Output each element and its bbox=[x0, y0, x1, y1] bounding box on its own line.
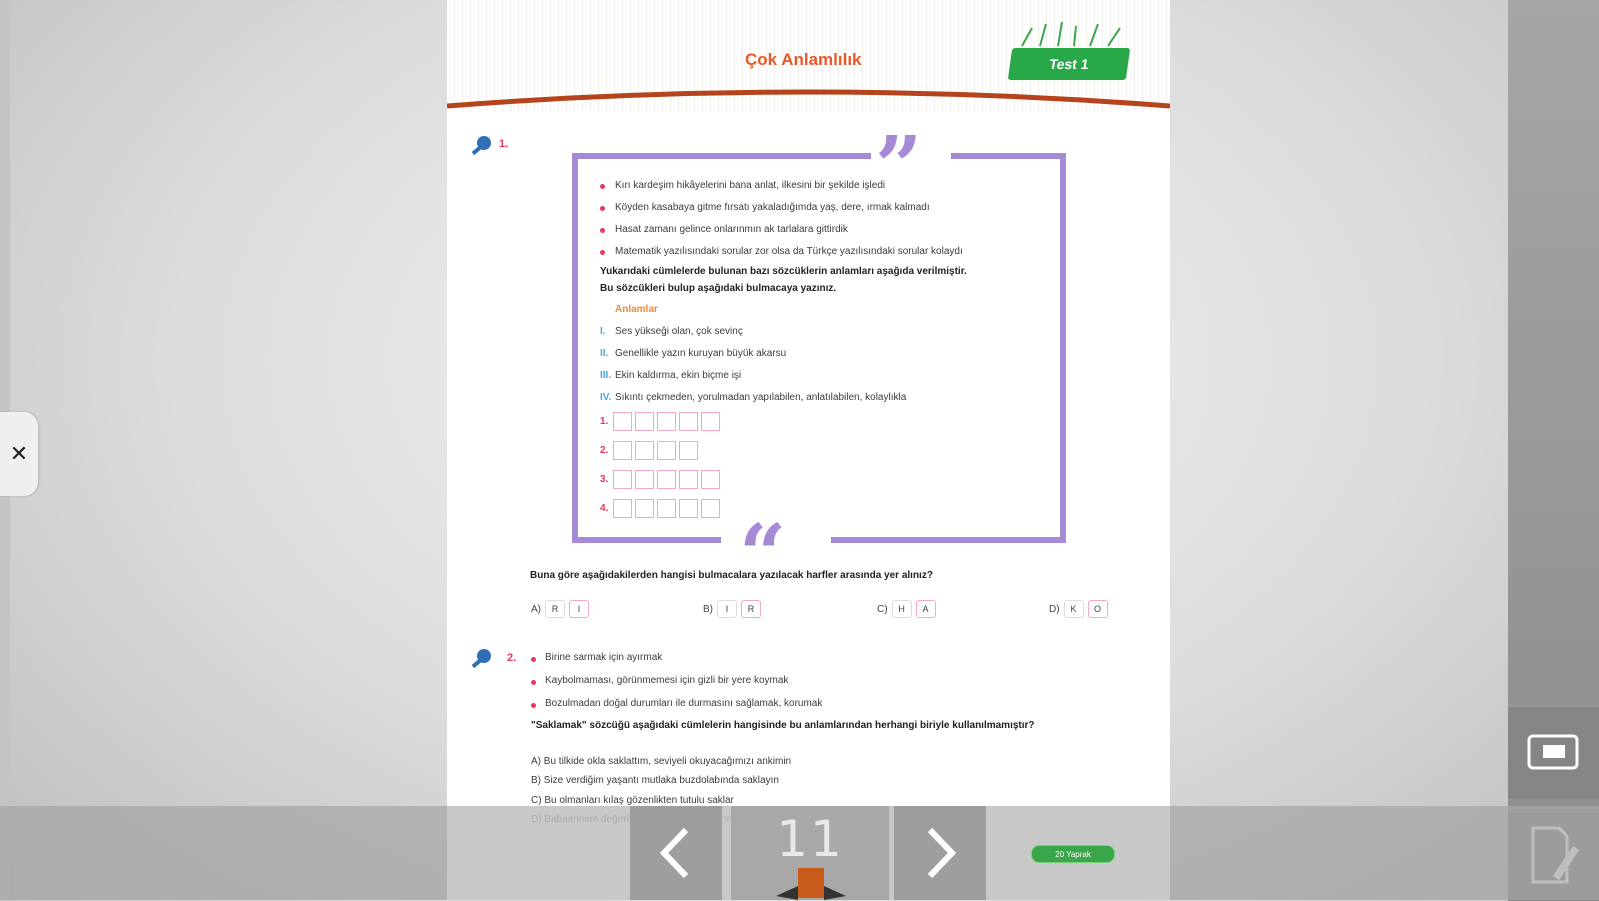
opening-quote-mark: “ bbox=[739, 507, 787, 603]
closing-quote-mark: ” bbox=[875, 119, 923, 215]
puzzle-row[interactable] bbox=[613, 499, 720, 518]
meaning-text: Genellikle yazın kuruyan büyük akarsu bbox=[615, 348, 787, 359]
question-number: 1. bbox=[499, 138, 509, 150]
meaning-number: II. bbox=[600, 348, 609, 359]
podium-icon bbox=[776, 866, 846, 900]
meaning-number: III. bbox=[600, 370, 612, 381]
bullet bbox=[600, 250, 605, 255]
presentation-icon bbox=[1527, 732, 1581, 774]
puzzle-row-number: 1. bbox=[600, 416, 609, 427]
puzzle-row-number: 4. bbox=[600, 503, 609, 514]
test-badge: Test 1 bbox=[1008, 48, 1130, 80]
answer-option[interactable]: C) Bu olmanları kılaş gözenlikten tutulu saklar bbox=[531, 795, 734, 806]
meaning-number: IV. bbox=[600, 392, 612, 403]
puzzle-row[interactable] bbox=[613, 441, 698, 460]
bullet bbox=[531, 680, 536, 685]
meaning-number: I. bbox=[600, 326, 606, 337]
instruction: Yukarıdaki cümlelerde bulunan bazı sözcüklerin anlamları aşağıda verilmiştir. bbox=[600, 266, 967, 277]
meaning-text: Ses yükseği olan, çok sevinç bbox=[615, 326, 743, 337]
chevron-left-icon bbox=[656, 826, 696, 880]
page-title: Çok Anlamlılık bbox=[745, 50, 862, 69]
question-text: Buna göre aşağıdakilerden hangisi bulmacalara yazılacak harfler arasında yer alınız? bbox=[530, 570, 933, 581]
page-count-pill[interactable]: 20 Yaprak bbox=[1031, 845, 1115, 863]
answer-option[interactable]: B) I R bbox=[703, 600, 761, 618]
question-text: "Saklamak" sözcüğü aşağıdaki cümlelerin hangisinde bu anlamlarından herhangi biriyle kullanılmamıştır? bbox=[531, 720, 1035, 731]
puzzle-row-number: 2. bbox=[600, 445, 609, 456]
sentence: Kırı kardeşim hikâyelerini bana anlat, ilkesini bir şekilde işledi bbox=[615, 180, 886, 191]
sidebar-toggle-button[interactable] bbox=[0, 412, 38, 496]
answer-option[interactable]: A) R I bbox=[531, 600, 589, 618]
magnifier-icon bbox=[469, 646, 495, 672]
answer-option[interactable]: D) K O bbox=[1049, 600, 1108, 618]
meanings-heading: Anlamlar bbox=[615, 304, 658, 315]
magnifier-icon bbox=[469, 133, 495, 159]
badge-decoration bbox=[1012, 18, 1132, 50]
page-number: 11 bbox=[776, 810, 844, 868]
bullet bbox=[600, 228, 605, 233]
meaning-text: Sıkıntı çekmeden, yorulmadan yapılabilen, anlatılabilen, kolaylıkla bbox=[615, 392, 907, 403]
book-page bbox=[447, 0, 1170, 900]
definition: Birine sarmak için ayırmak bbox=[545, 652, 663, 663]
bullet bbox=[600, 184, 605, 189]
sentence: Köyden kasabaya gitme fırsatı yakaladığımda yaş, dere, ırmak kalmadı bbox=[615, 202, 930, 213]
header-arc bbox=[447, 86, 1170, 116]
sentence: Matematik yazılısındaki sorular zor olsa da Türkçe yazılısındaki sorular kolaydı bbox=[615, 246, 963, 257]
question-number: 2. bbox=[507, 652, 517, 664]
close-icon: ✕ bbox=[9, 441, 29, 467]
puzzle-row[interactable] bbox=[613, 412, 720, 431]
meaning-text: Ekin kaldırma, ekin biçme işi bbox=[615, 370, 742, 381]
answer-option[interactable]: A) Bu tilkide okla saklattım, seviyeli okuyacağımızı ankimin bbox=[531, 756, 792, 767]
instruction: Bu sözcükleri bulup aşağıdaki bulmacaya yazınız. bbox=[600, 283, 837, 294]
next-page-button[interactable] bbox=[894, 806, 986, 900]
answer-option[interactable]: B) Size verdiğim yaşantı mutlaka buzdolabında saklayın bbox=[531, 775, 779, 786]
chevron-right-icon bbox=[920, 826, 960, 880]
bullet bbox=[600, 206, 605, 211]
presentation-button[interactable] bbox=[1508, 706, 1599, 799]
previous-page-button[interactable] bbox=[630, 806, 722, 900]
definition: Kaybolmaması, görünmemesi için gizli bir yere koymak bbox=[545, 675, 789, 686]
definition: Bozulmadan doğal durumları ile durmasını sağlamak, korumak bbox=[545, 698, 823, 709]
answer-option[interactable]: C) H A bbox=[877, 600, 936, 618]
puzzle-row-number: 3. bbox=[600, 474, 609, 485]
puzzle-row[interactable] bbox=[613, 470, 720, 489]
bullet bbox=[531, 657, 536, 662]
bullet bbox=[531, 703, 536, 708]
sentence: Hasat zamanı gelince onlarınmın ak tarlalara gittirdik bbox=[615, 224, 848, 235]
